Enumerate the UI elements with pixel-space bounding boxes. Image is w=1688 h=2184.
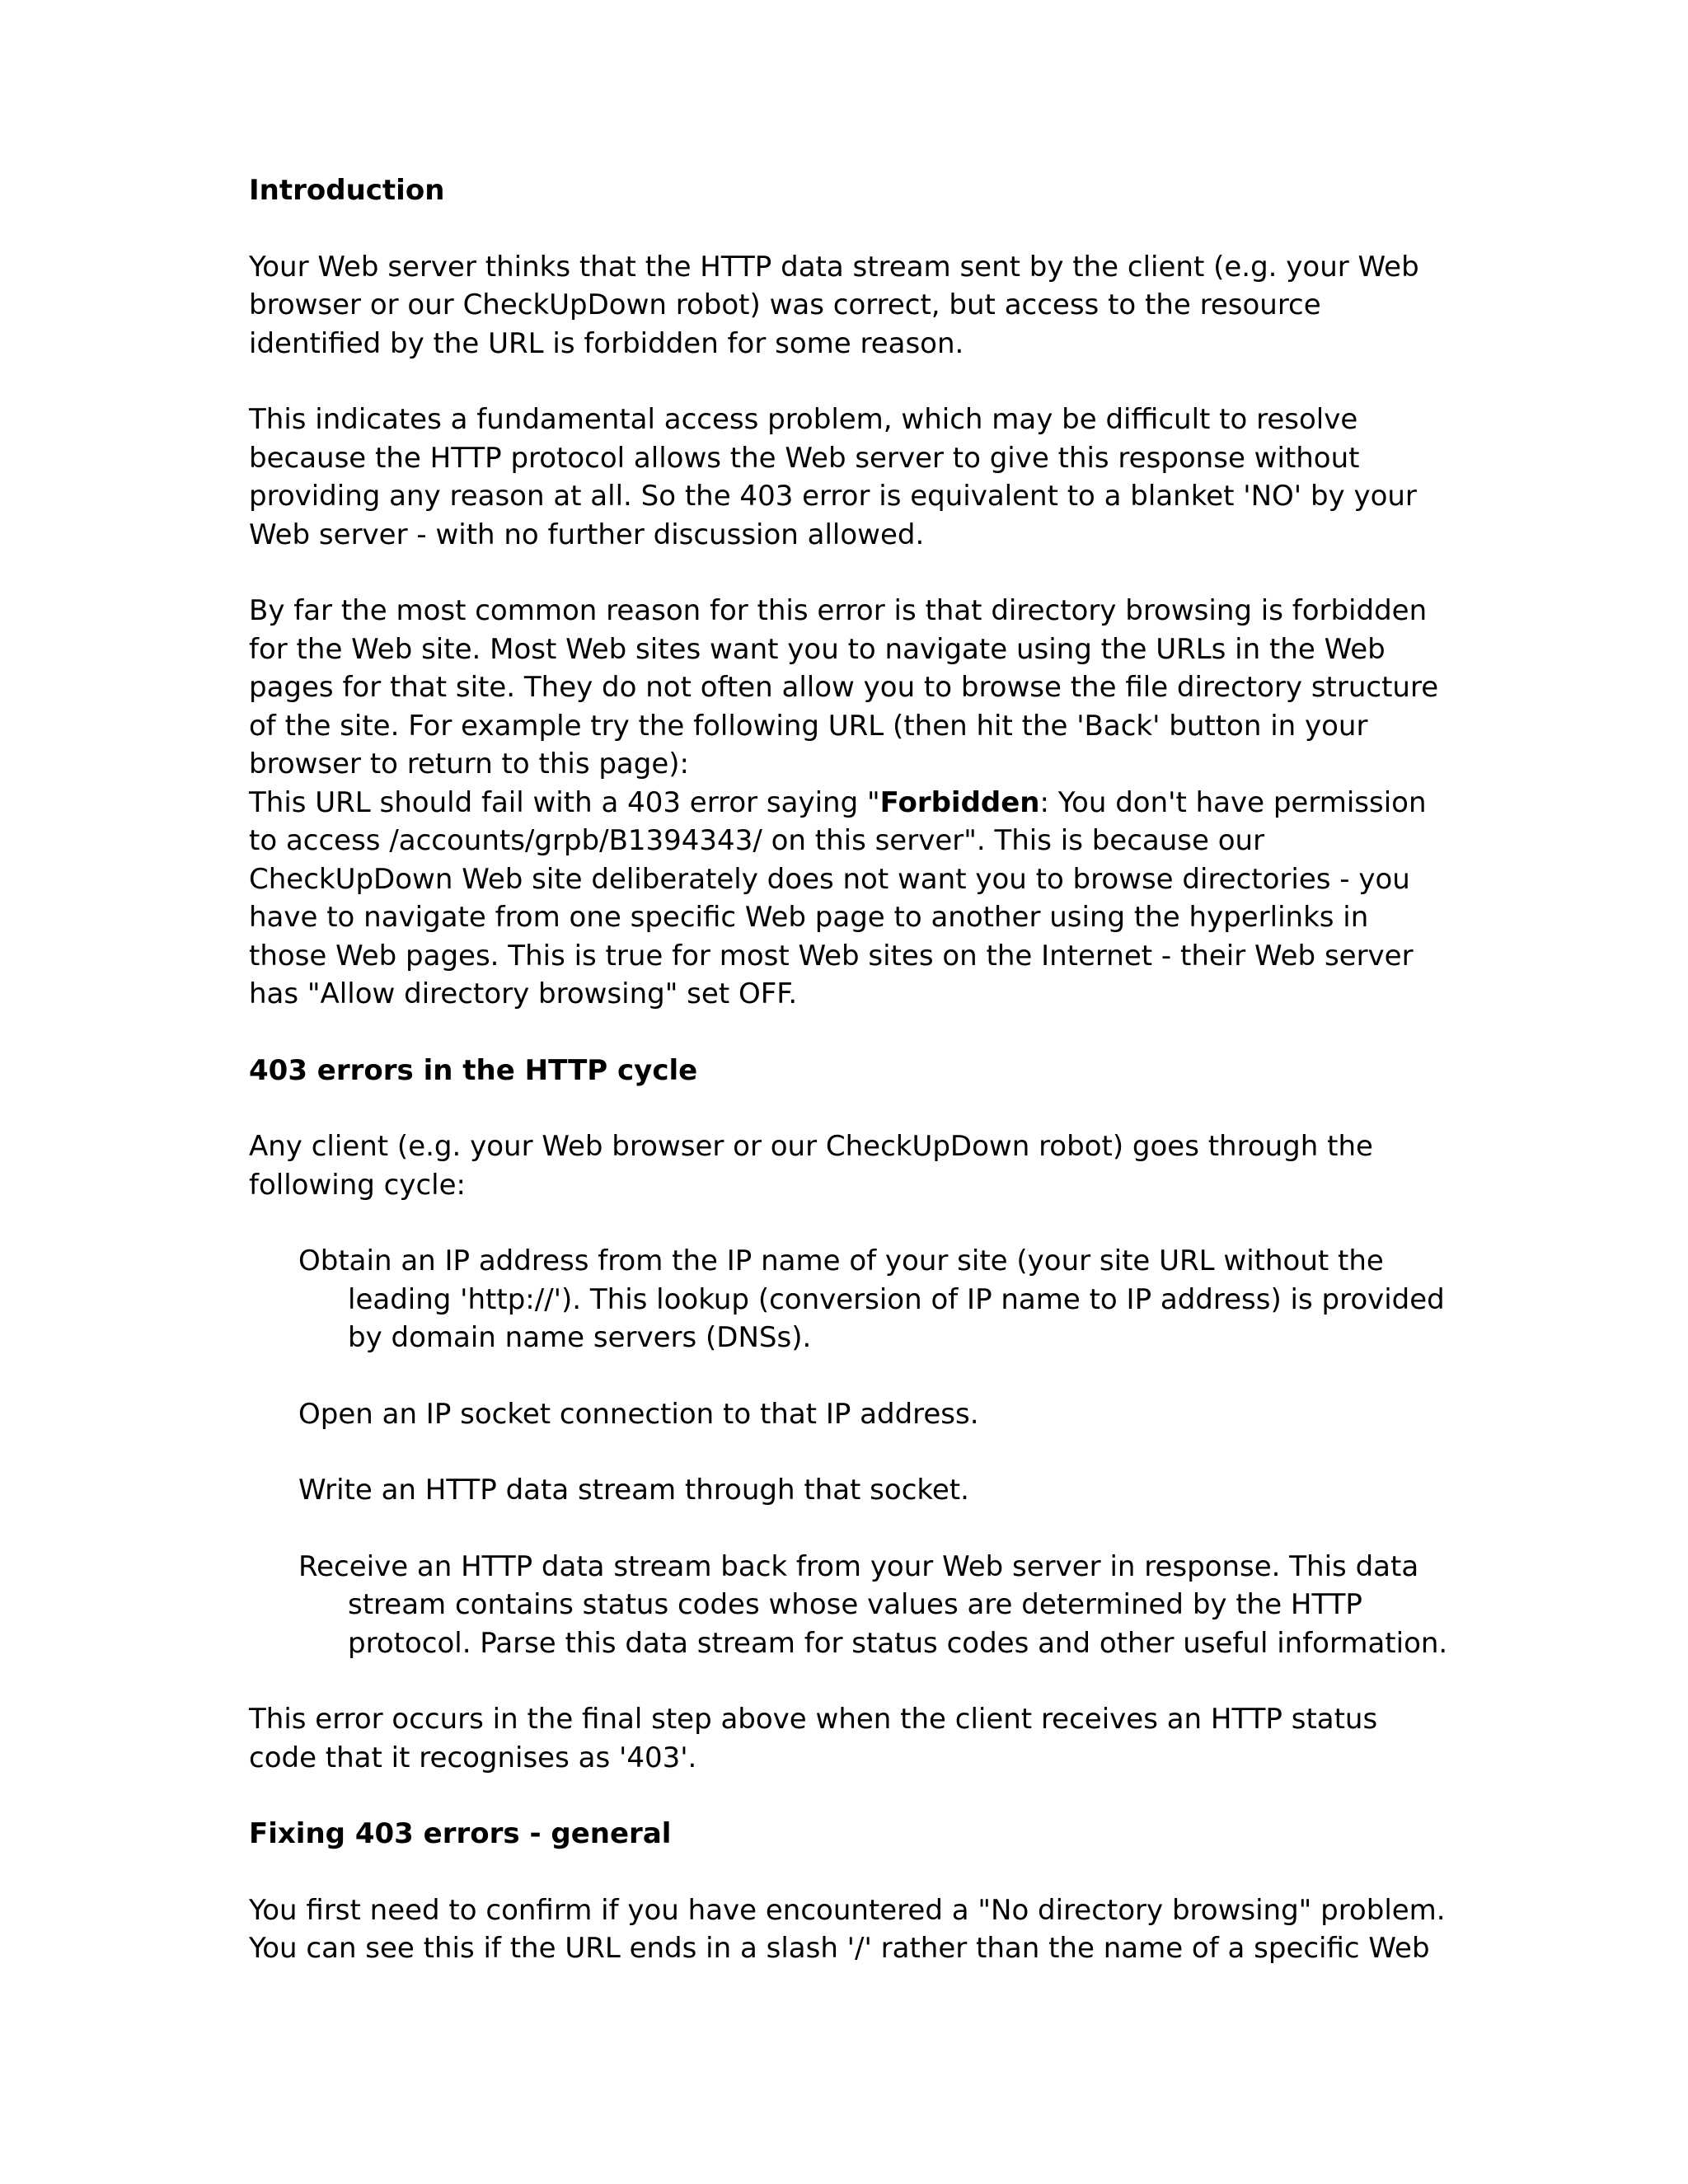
forbidden-message-prefix: This URL should fail with a 403 error saying " xyxy=(249,785,880,819)
cycle-paragraph-2: This error occurs in the final step above when the client receives an HTTP status code that it recognises as '403'. xyxy=(249,1703,1378,1774)
section-heading-http-cycle: 403 errors in the HTTP cycle xyxy=(249,1053,698,1087)
intro-paragraph-3: By far the most common reason for this error is that directory browsing is forbidden for the Web site. Most Web sites want you to navigate using the URLs in the Web pages for that site. They do not often allow you to browse the file directory structure of the site. For example try the following URL (then hit the 'Back' button in your browser to return to this page): xyxy=(249,594,1439,780)
intro-paragraph-4 xyxy=(249,784,1452,1014)
list-item: Obtain an IP address from the IP name of your site (your site URL without the leading 'http://'). This lookup (conversion of IP name to IP address) is provided by domain name servers (DNSs). xyxy=(298,1244,1445,1354)
list-item: Open an IP socket connection to that IP address. xyxy=(298,1397,979,1431)
intro-paragraph-2: This indicates a fundamental access problem, which may be difficult to resolve because the HTTP protocol allows the Web server to give this response without providing any reason at all. So the 403 error is equivalent to a blanket 'NO' by your Web server - with no further discussion allowed. xyxy=(249,403,1417,551)
intro-paragraph-1: Your Web server thinks that the HTTP data stream sent by the client (e.g. your Web browser or our CheckUpDown robot) was correct, but access to the resource identified by the URL is forbidden for some reason. xyxy=(249,250,1419,360)
list-item: Write an HTTP data stream through that socket. xyxy=(298,1474,969,1507)
section-heading-introduction: Introduction xyxy=(249,174,445,207)
section-heading-fixing-general: Fixing 403 errors - general xyxy=(249,1817,672,1850)
list-item: Receive an HTTP data stream back from your Web server in response. This data stream contains status codes whose values are determined by the HTTP protocol. Parse this data stream for status codes and other useful information. xyxy=(298,1549,1448,1660)
http-cycle-steps xyxy=(298,1242,1452,1662)
fixing-paragraph-1: You first need to confirm if you have encountered a "No directory browsing" problem. You can see this if the URL ends in a slash '/' rather than the name of a specific Web xyxy=(249,1893,1446,1965)
forbidden-message-suffix: : You don't have permission to access /accounts/grpb/B1394343/ on this server". This is because our CheckUpDown Web site deliberately does not want you to browse directories - you have to navigate from one specific Web page to another using the hyperlinks in those Web pages. This is true for most Web sites on the Internet - their Web server has "Allow directory browsing" set OFF. xyxy=(249,785,1427,1010)
forbidden-keyword: Forbidden xyxy=(879,785,1040,819)
cycle-paragraph-1: Any client (e.g. your Web browser or our CheckUpDown robot) goes through the following cycle: xyxy=(249,1130,1373,1202)
document-page xyxy=(249,171,1452,2006)
